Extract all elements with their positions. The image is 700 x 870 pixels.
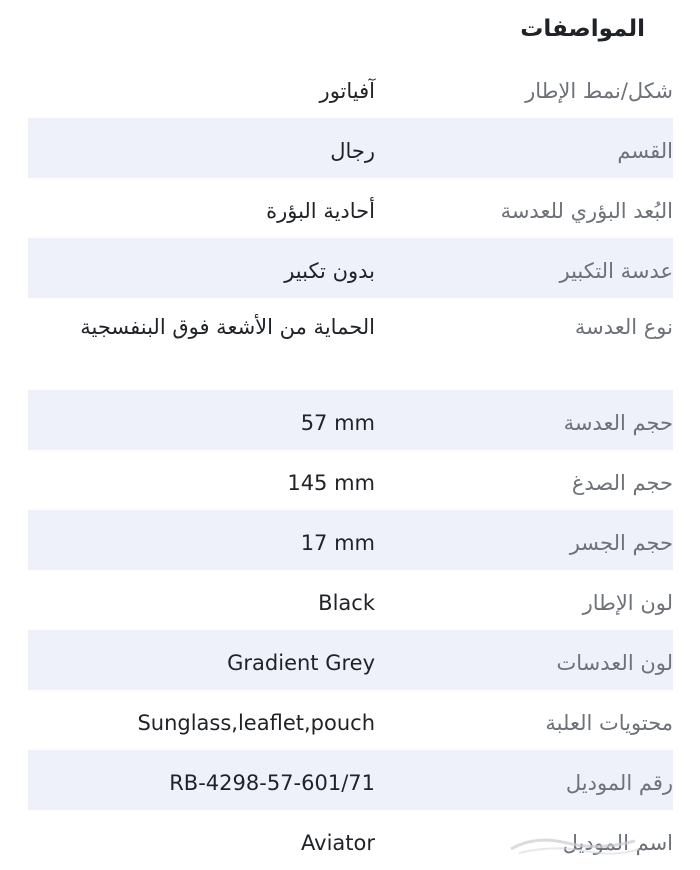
- spec-label: عدسة التكبير: [559, 259, 673, 283]
- spec-value: الحماية من الأشعة فوق البنفسجية: [80, 315, 375, 339]
- spec-label: حجم الجسر: [569, 531, 673, 555]
- spec-label: شكل/نمط الإطار: [525, 79, 673, 103]
- specs-table: [28, 58, 673, 870]
- spec-row-temple-size: [28, 450, 673, 510]
- spec-value: Black: [318, 591, 375, 615]
- spec-label: لون العدسات: [556, 651, 673, 675]
- spec-row-box-contents: [28, 690, 673, 750]
- spec-value: Sunglass,leaflet,pouch: [137, 711, 375, 735]
- spec-value: رجال: [330, 139, 375, 163]
- spec-row-lens-color: [28, 630, 673, 690]
- spec-row-lens-size: [28, 390, 673, 450]
- spec-label: لون الإطار: [582, 591, 673, 615]
- spec-row-frame-shape: [28, 58, 673, 118]
- spec-value: أحادية البؤرة: [266, 199, 375, 223]
- spec-row-bridge-size: [28, 510, 673, 570]
- spec-label: القسم: [617, 139, 673, 163]
- spec-row-model-number: [28, 750, 673, 810]
- spec-value: Gradient Grey: [227, 651, 375, 675]
- spec-label: حجم العدسة: [563, 411, 673, 435]
- spec-row-frame-color: [28, 570, 673, 630]
- spec-row-department: [28, 118, 673, 178]
- spec-value: RB-4298-57-601/71: [169, 771, 375, 795]
- spec-row-lens-type: [28, 298, 673, 390]
- spec-value: Aviator: [301, 831, 375, 855]
- spec-label: رقم الموديل: [565, 771, 673, 795]
- spec-value: بدون تكبير: [284, 259, 375, 283]
- spec-label: نوع العدسة: [574, 315, 673, 339]
- spec-value: 57 mm: [300, 411, 375, 435]
- spec-label: حجم الصدغ: [571, 471, 673, 495]
- spec-value: آفياتور: [319, 79, 375, 103]
- spec-value: 145 mm: [287, 471, 375, 495]
- spec-row-magnification: [28, 238, 673, 298]
- section-title: المواصفات: [520, 16, 645, 42]
- spec-label: البُعد البؤري للعدسة: [500, 199, 673, 223]
- spec-row-focal-type: [28, 178, 673, 238]
- spec-label: محتويات العلبة: [545, 711, 673, 735]
- spec-value: 17 mm: [300, 531, 375, 555]
- spec-row-model-name: [28, 810, 673, 870]
- spec-label: اسم الموديل: [562, 831, 673, 855]
